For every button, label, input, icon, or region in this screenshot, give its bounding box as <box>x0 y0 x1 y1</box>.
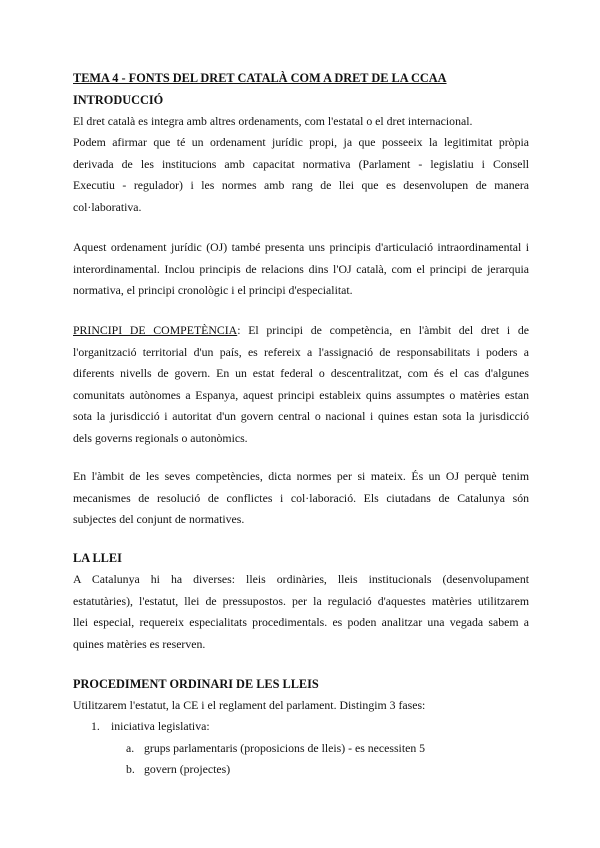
intro-paragraph-1: El dret català es integra amb altres ordenaments, com l'estatal o el dret internacional. <box>73 114 473 128</box>
list-subitem-b: b. govern (projectes) <box>126 762 231 776</box>
document-title <box>73 68 529 90</box>
list-item: 1. iniciativa legislativa: <box>91 719 210 733</box>
procediment-intro: Utilitzarem l'estatut, la CE i el reglament del parlament. Distingim 3 fases: <box>73 698 426 712</box>
llei-paragraph: A Catalunya hi ha diverses: lleis ordinàries, lleis institucionals (desenvolupament estatutàries), l'estatut, llei de pressupostos. per la regulació d'aquestes matèries utilitzarem llei especial, requereix especialitats procedimentals. es poden analitzar una vegada sabem a quines matèries es reserven. <box>73 572 529 651</box>
competence-label: PRINCIPI DE COMPETÈNCIA <box>73 323 238 337</box>
title-text: TEMA 4 - FONTS DEL DRET CATALÀ COM A DRET DE LA CCAA <box>73 71 447 85</box>
competence-paragraph: PRINCIPI DE COMPETÈNCIA: El principi de competència, en l'àmbit del dret i de l'organització territorial d'un país, es refereix a l'assignació de responsabilitats i poders a diferents nivells de govern. En un estat federal o descentralitzat, com és el cas d'algunes comunitats autònomes a Espanya, aquest principi estableix quins assumptes o matèries estan sota la jurisdicció i autoritat d'un govern central o nacional i quines estan sota la jurisdicció dels governs regionals o autonòmics. <box>73 323 529 445</box>
procediment-heading: PROCEDIMENT ORDINARI DE LES LLEIS <box>73 677 319 691</box>
intro-heading: INTRODUCCIÓ <box>73 93 164 107</box>
intro-paragraph-2: Podem afirmar que té un ordenament jurídic propi, ja que posseeix la legitimitat pròpia derivada de les institucions amb capacitat normativa (Parlament - legislatiu i Consell Executiu - regulador) i les normes amb rang de llei que es desenvolupen de manera col·laborativa. <box>73 135 529 214</box>
list-subitem-a: a. grups parlamentaris (proposicions de lleis) - es necessiten 5 <box>126 741 426 755</box>
intro-paragraph-3: Aquest ordenament jurídic (OJ) també presenta uns principis d'articulació intraordinamental i interordinamental. Inclou principis de relacions dins l'OJ català, com el principi de jerarquia normativa, el principi cronològic i el principi d'especialitat. <box>73 240 529 297</box>
llei-heading: LA LLEI <box>73 551 122 565</box>
competence-paragraph-2: En l'àmbit de les seves competències, dicta normes per si mateix. És un OJ perquè tenim mecanismes de resolució de conflictes i col·laboració. Els ciutadans de Catalunya són subjectes del conjunt de normatives. <box>73 469 529 526</box>
